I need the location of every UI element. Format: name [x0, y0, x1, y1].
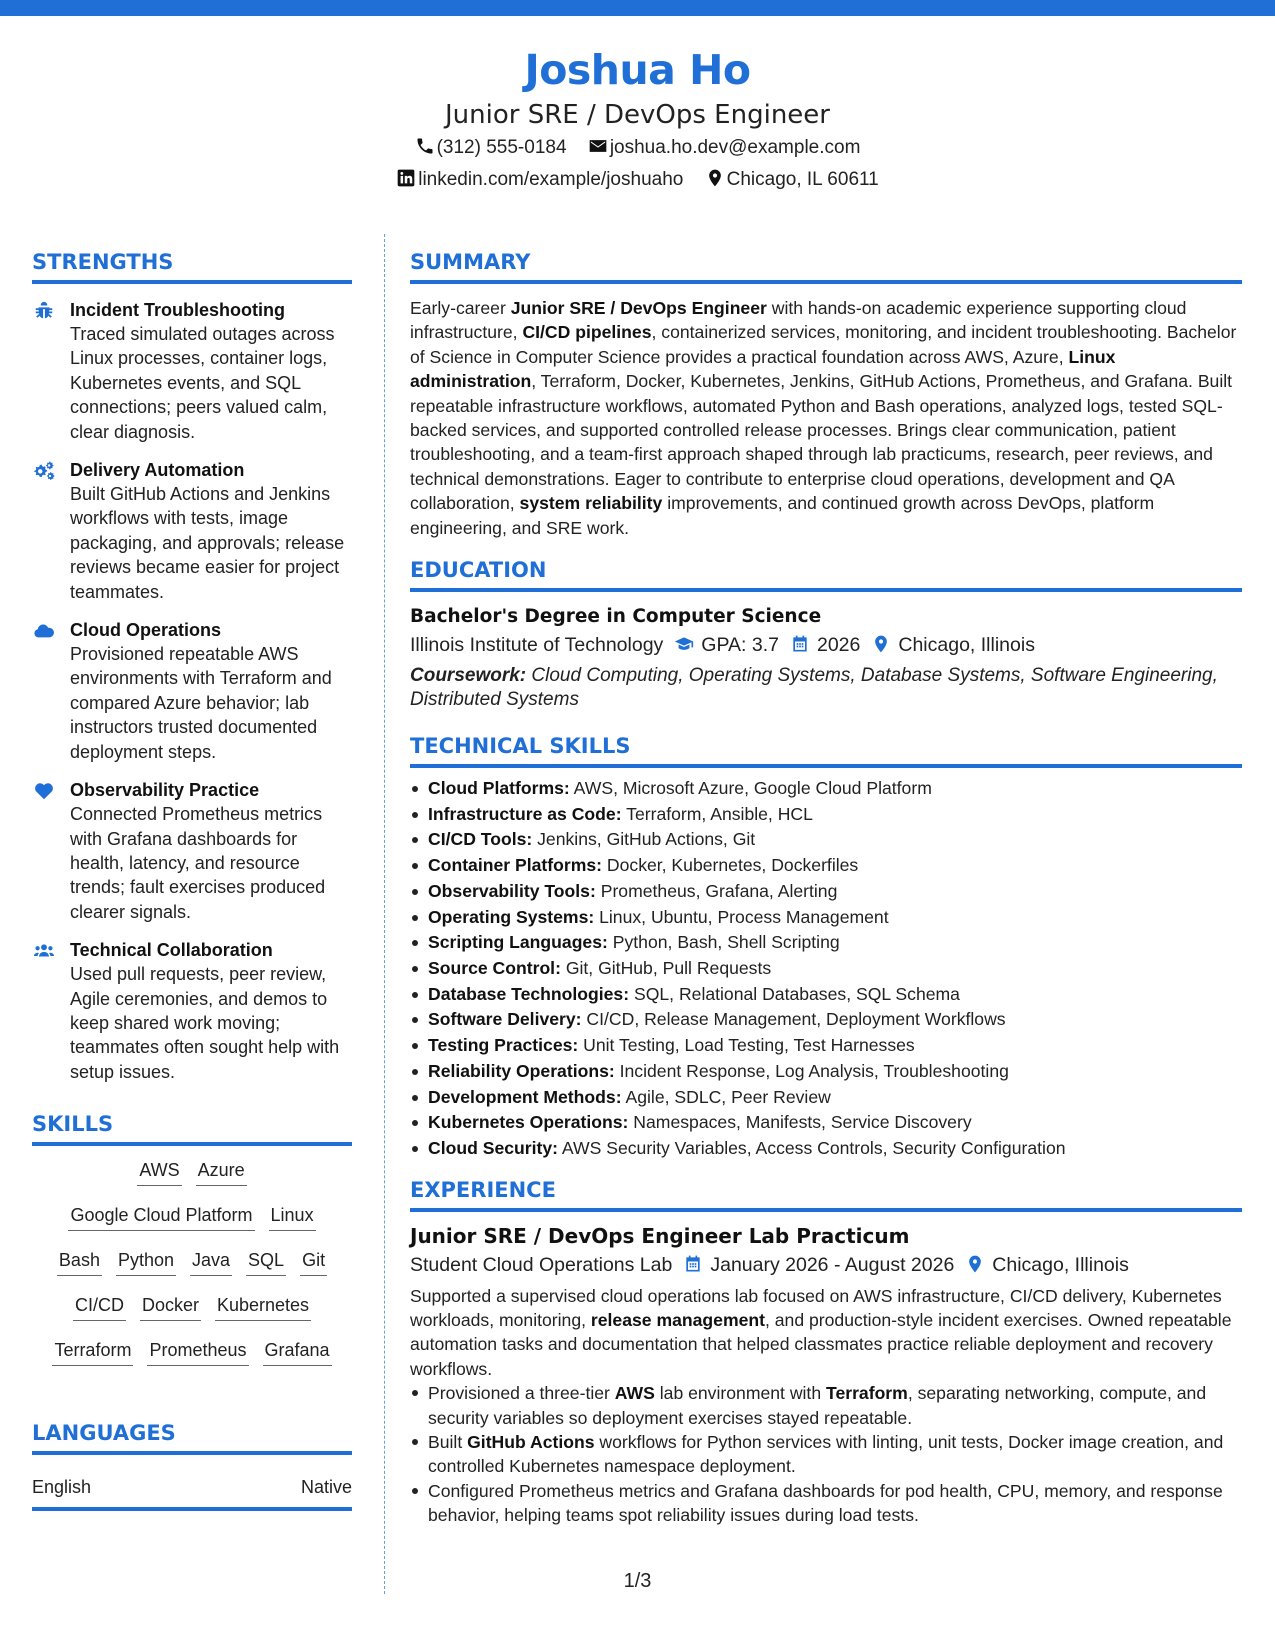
skills-row	[32, 1248, 352, 1293]
page-number: 1/3	[623, 1570, 652, 1592]
envelope-icon	[588, 136, 608, 156]
strength-title: Observability Practice	[70, 780, 260, 801]
education-location: Chicago, Illinois	[898, 634, 1035, 657]
skill-chip: Azure	[196, 1158, 247, 1186]
text-segment: Provisioned a three-tier	[428, 1383, 615, 1404]
graduation-year: 2026	[816, 634, 861, 657]
skill-values: Linux, Ubuntu, Process Management	[594, 906, 889, 927]
gpa-text: GPA: 3.7	[701, 634, 779, 657]
technical-skill-item	[410, 776, 1242, 802]
technical-skills-list	[410, 776, 1242, 1162]
strength-title: Incident Troubleshooting	[70, 300, 285, 320]
education-meta	[410, 630, 1242, 660]
school-name: Illinois Institute of Technology	[410, 634, 664, 657]
strength-item	[32, 298, 352, 444]
strength-item	[32, 618, 352, 764]
technical-skill-item	[410, 879, 1242, 905]
technical-skill-item	[410, 802, 1242, 828]
skill-values: AWS, Microsoft Azure, Google Cloud Platform	[569, 778, 932, 799]
graduation-cap-icon	[673, 634, 695, 654]
degree-title: Bachelor's Degree in Computer Science	[410, 606, 822, 628]
skill-values: Incident Response, Log Analysis, Troubleshooting	[614, 1060, 1009, 1081]
text-segment: improvements, and continued growth across DevOps, platform engineering, and SRE work.	[410, 493, 1155, 538]
strength-desc: Used pull requests, peer review, Agile ceremonies, and demos to keep shared work moving; teammates often sought help with setup issues.	[70, 964, 340, 1082]
language-row	[32, 1473, 352, 1511]
skill-chip: Python	[116, 1248, 176, 1276]
skills-heading: SKILLS	[32, 1110, 352, 1146]
linkedin-icon	[396, 168, 416, 188]
skill-category: Infrastructure as Code:	[428, 803, 622, 824]
strength-title: Cloud Operations	[70, 620, 222, 641]
skill-values: Jenkins, GitHub Actions, Git	[532, 829, 756, 850]
skill-values: CI/CD, Release Management, Deployment Workflows	[581, 1009, 1006, 1030]
language-level: Native	[300, 1477, 352, 1498]
column-divider	[384, 234, 385, 1594]
strength-title: Delivery Automation	[70, 460, 245, 481]
skill-chip: Linux	[269, 1203, 316, 1231]
strength-item	[32, 778, 352, 924]
skill-category: Observability Tools:	[428, 880, 596, 901]
skill-category: Kubernetes Operations:	[428, 1112, 629, 1133]
strength-desc: Provisioned repeatable AWS environments with Terraform and compared Azure behavior; lab instructors trusted documented deployment steps.	[70, 644, 332, 762]
technical-skill-item	[410, 827, 1242, 853]
skill-values: SQL, Relational Databases, SQL Schema	[629, 983, 960, 1004]
strength-desc: Traced simulated outages across Linux processes, container logs, Kubernetes events, and SQL connections; peers valued calm, clear diagnosis.	[70, 324, 335, 442]
technical-skill-item	[410, 905, 1242, 931]
skill-values: Terraform, Ansible, HCL	[621, 803, 813, 824]
job-intro	[410, 1284, 1242, 1382]
text-segment: Configured Prometheus metrics and Grafana dashboards for pod health, CPU, memory, and response behavior, helping teams spot reliability issues during load tests.	[428, 1480, 1223, 1526]
technical-skills-heading: TECHNICAL SKILLS	[410, 732, 1242, 768]
contact-row-2	[0, 164, 1275, 196]
emphasis-text: GitHub Actions	[467, 1432, 595, 1453]
text-segment: Built	[428, 1432, 468, 1453]
skill-chip: Google Cloud Platform	[68, 1203, 254, 1231]
job-bullet	[410, 1430, 1242, 1479]
linkedin-text: linkedin.com/example/joshuaho	[418, 169, 684, 190]
skill-values: Git, GitHub, Pull Requests	[560, 957, 772, 978]
skill-chip: Bash	[57, 1248, 102, 1276]
skill-category: CI/CD Tools:	[428, 829, 533, 850]
job-title: Junior SRE / DevOps Engineer Lab Practicum	[410, 1223, 910, 1248]
candidate-name: Joshua Ho	[524, 46, 751, 94]
skill-values: Unit Testing, Load Testing, Test Harnesses	[578, 1035, 915, 1056]
map-pin-icon	[964, 1254, 986, 1274]
cloud-icon	[32, 620, 56, 642]
skill-values: Prometheus, Grafana, Alerting	[595, 880, 838, 901]
technical-skill-item	[410, 982, 1242, 1008]
map-pin-icon	[705, 168, 725, 188]
skill-values: Docker, Kubernetes, Dockerfiles	[602, 855, 859, 876]
job-location: Chicago, Illinois	[992, 1253, 1129, 1276]
phone-icon	[415, 136, 435, 156]
skill-chip: AWS	[137, 1158, 181, 1186]
text-segment: , separating networking, compute, and security variables so deployment exercises stayed repeatable.	[428, 1383, 1207, 1428]
strength-item	[32, 938, 352, 1084]
technical-skill-item	[410, 930, 1242, 956]
text-segment: Early-career	[410, 298, 511, 318]
strength-desc: Connected Prometheus metrics with Grafana dashboards for health, latency, and resource trends; fault exercises produced clearer signals.	[70, 804, 326, 922]
location-text: Chicago, IL 60611	[726, 169, 879, 190]
emphasis-text: CI/CD pipelines	[522, 322, 652, 343]
skill-category: Container Platforms:	[428, 855, 603, 876]
skills-row	[32, 1158, 352, 1203]
skill-values: AWS Security Variables, Access Controls, Security Configuration	[558, 1137, 1066, 1158]
skill-chip: Java	[190, 1248, 232, 1276]
skill-chip: Git	[300, 1248, 327, 1276]
skill-values: Python, Bash, Shell Scripting	[607, 932, 840, 953]
job-bullet	[410, 1381, 1242, 1430]
job-bullet	[410, 1479, 1242, 1528]
emphasis-text: release management	[590, 1310, 765, 1331]
skill-chip: Grafana	[263, 1338, 332, 1366]
technical-skill-item	[410, 956, 1242, 982]
technical-skill-item	[410, 1085, 1242, 1111]
skill-category: Reliability Operations:	[428, 1060, 615, 1081]
text-segment: , Terraform, Docker, Kubernetes, Jenkins, GitHub Actions, Prometheus, and Grafana. Built repeatable infrastructure workflows, automated Python and Bash operations, analyzed logs, tested SQL-backed services, and supported controlled release processes. Brings clear communication, patient troubleshooting, and a team-first approach shaped through lab practicums, research, peer reviews, and technical demonstrations. Eager to contribute to enterprise cloud operations, development and QA collaboration,	[410, 371, 1233, 514]
phone-item	[415, 132, 567, 164]
skill-category: Cloud Security:	[428, 1137, 559, 1158]
strength-desc: Built GitHub Actions and Jenkins workflows with tests, image packaging, and approvals; release reviews became easier for project teammates.	[70, 484, 345, 602]
skills-row	[32, 1203, 352, 1248]
skill-category: Testing Practices:	[428, 1035, 579, 1056]
text-segment: workflows for Python services with linting, unit tests, Docker image creation, and controlled Kubernetes namespace deployment.	[428, 1432, 1224, 1477]
job-bullets	[410, 1381, 1242, 1527]
skills-row	[32, 1293, 352, 1338]
skill-chip: CI/CD	[73, 1293, 126, 1321]
skill-category: Development Methods:	[428, 1086, 622, 1107]
heart-icon	[32, 780, 56, 802]
skill-category: Cloud Platforms:	[428, 778, 570, 799]
technical-skill-item	[410, 853, 1242, 879]
skill-chip: Docker	[140, 1293, 201, 1321]
coursework	[410, 664, 1242, 712]
right-column	[410, 248, 1242, 1528]
strength-title: Technical Collaboration	[70, 940, 273, 961]
emphasis-text: Junior SRE / DevOps Engineer	[510, 298, 767, 318]
skill-chip: Kubernetes	[215, 1293, 311, 1321]
technical-skill-item	[410, 1033, 1242, 1059]
language-name: English	[32, 1477, 92, 1498]
email-text: joshua.ho.dev@example.com	[609, 137, 861, 158]
skill-chip: Terraform	[52, 1338, 133, 1366]
technical-skill-item	[410, 1110, 1242, 1136]
skill-values: Agile, SDLC, Peer Review	[621, 1086, 831, 1107]
linkedin-item[interactable]	[396, 164, 683, 196]
skills-row	[32, 1338, 352, 1383]
skill-category: Source Control:	[428, 957, 561, 978]
gears-icon	[32, 460, 56, 482]
left-column	[32, 248, 352, 1511]
text-segment: with hands-on academic experience supporting cloud infrastructure,	[410, 298, 1187, 343]
skill-category: Operating Systems:	[428, 906, 595, 927]
languages-heading: LANGUAGES	[32, 1419, 352, 1455]
strength-item	[32, 458, 352, 604]
text-segment: Supported a supervised cloud operations lab focused on AWS infrastructure, CI/CD delivery, Kubernetes workloads, monitoring,	[410, 1285, 1222, 1331]
emphasis-text: Linux administration	[410, 346, 1116, 392]
calendar-icon	[789, 634, 811, 654]
education-heading: EDUCATION	[410, 556, 1242, 592]
strengths-heading: STRENGTHS	[32, 248, 352, 284]
job-meta	[410, 1250, 1242, 1280]
skill-values: Namespaces, Manifests, Service Discovery	[628, 1112, 972, 1133]
email-item[interactable]	[588, 132, 861, 164]
calendar-icon	[682, 1254, 704, 1274]
technical-skill-item	[410, 1007, 1242, 1033]
summary-text	[410, 296, 1242, 540]
bug-icon	[32, 300, 56, 322]
job-dates: January 2026 - August 2026	[710, 1253, 955, 1276]
text-segment: , containerized services, monitoring, and incident troubleshooting. Bachelor of Science in Computer Science provides a practical foundation across AWS, Azure,	[410, 322, 1237, 367]
emphasis-text: Terraform	[826, 1383, 908, 1404]
users-icon	[32, 940, 56, 962]
skill-category: Scripting Languages:	[428, 932, 608, 953]
map-pin-icon	[870, 634, 892, 654]
skill-category: Software Delivery:	[428, 1009, 582, 1030]
candidate-title: Junior SRE / DevOps Engineer	[445, 100, 830, 130]
emphasis-text: AWS	[614, 1383, 655, 1404]
job-org: Student Cloud Operations Lab	[410, 1253, 673, 1276]
skills-cloud	[32, 1158, 352, 1383]
coursework-label: Coursework:	[410, 665, 527, 687]
skill-category: Database Technologies:	[428, 983, 630, 1004]
contact-row-1	[0, 132, 1275, 164]
skill-chip: SQL	[246, 1248, 286, 1276]
text-segment: lab environment with	[654, 1383, 826, 1404]
coursework-list: Cloud Computing, Operating Systems, Database Systems, Software Engineering, Distributed Systems	[410, 665, 1218, 711]
experience-heading: EXPERIENCE	[410, 1176, 1242, 1212]
phone-text: (312) 555-0184	[436, 137, 567, 158]
technical-skill-item	[410, 1136, 1242, 1162]
text-segment: , and production-style incident exercises. Owned repeatable automation tasks and documentation that helped classmates practice reliable deployment and recovery workflows.	[410, 1310, 1232, 1379]
emphasis-text: system reliability	[519, 493, 663, 514]
summary-heading: SUMMARY	[410, 248, 1242, 284]
technical-skill-item	[410, 1059, 1242, 1085]
top-accent-bar	[0, 0, 1275, 16]
resume-header	[0, 42, 1275, 196]
location-item	[705, 164, 879, 196]
skill-chip: Prometheus	[147, 1338, 248, 1366]
